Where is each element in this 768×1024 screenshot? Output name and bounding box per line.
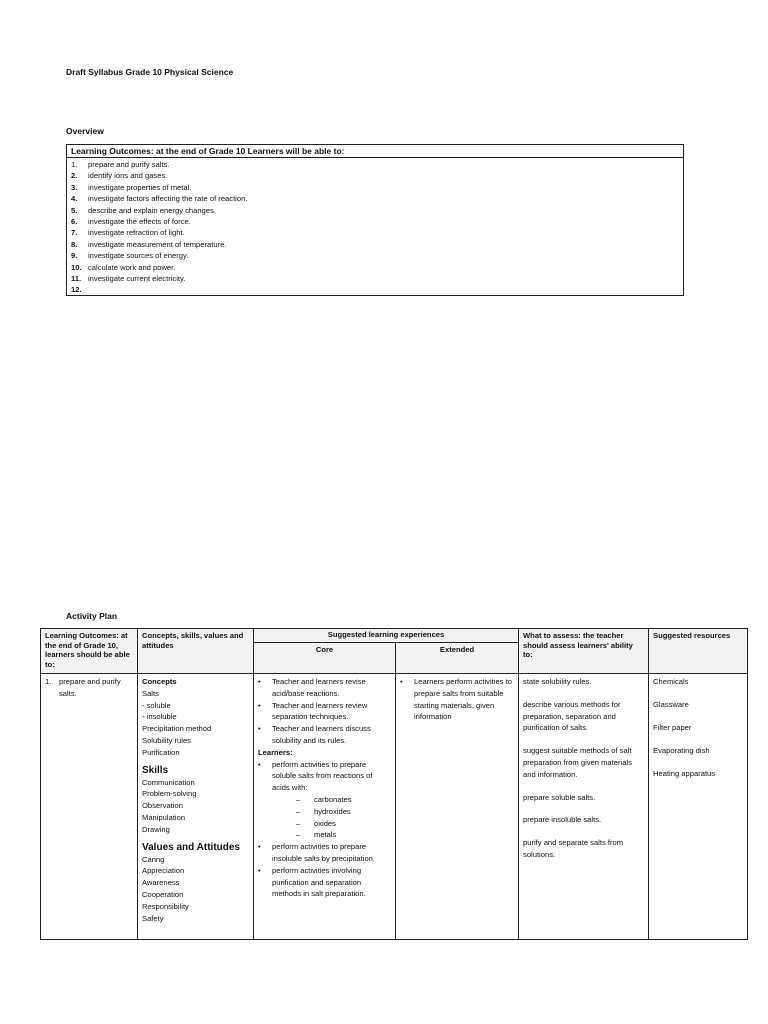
bullet-icon: • [258,677,261,686]
outcome-number: 1. [45,677,52,686]
item-number: 11. [71,274,82,284]
item-number: 3. [71,182,78,192]
extended-item [400,676,514,723]
learner-item [258,865,391,900]
skills-list [142,777,249,836]
item-text: Teacher and learners review separation techniques. [272,700,368,722]
extended-list [400,676,514,723]
assess-item: purify and separate salts from solutions. [523,838,624,859]
learners-label: Learners: [258,747,293,757]
item-text: metals [314,830,337,840]
item-text: perform activities involving purification and separation methods in salt preparation. [272,865,366,899]
skill-item: Problem-solving [142,789,197,799]
value-item: Cooperation [142,889,184,899]
bullet-icon: • [258,700,261,710]
item-text: hydroxides [314,806,351,816]
concepts-heading: Concepts [142,677,177,686]
dash-icon: – [296,806,301,816]
overview-heading: Overview [66,126,104,136]
skill-item: Manipulation [142,812,186,822]
learner-item [258,841,391,865]
learning-outcome-item [71,227,683,238]
outcome-cell [41,674,138,940]
resource-item: Heating apparatus [653,769,716,778]
resource-item: Filter paper [653,723,692,732]
learning-outcome-item [71,170,683,181]
concepts-cell [138,674,254,940]
concepts-list [142,688,249,759]
dash-item [258,794,391,806]
learning-outcome-item [71,193,683,204]
header-extended: Extended [396,643,519,674]
assess-item: prepare insoluble salts. [523,815,602,825]
learner-item: perform activities to prepare soluble salts from reactions of acids with: [272,759,373,793]
concept-item: - insoluble [142,712,177,722]
concept-item: Purification [142,747,180,757]
dash-icon: – [296,794,301,804]
teacher-activity-item [258,700,391,724]
header-learning-outcomes: Learning Outcomes: at the end of Grade 10, learners should be able to: [41,629,138,674]
header-what-to-assess: What to assess: the teacher should assess learners' ability to: [519,629,649,674]
value-item: Safety [142,913,164,923]
assess-item: prepare soluble salts. [523,792,596,802]
assess-item: describe various methods for preparation, separation and purification of salts. [523,699,621,733]
concept-item: - soluble [142,700,171,710]
item-number: 12. [71,285,82,295]
assess-list [523,676,644,861]
bullet-icon: • [400,677,403,686]
item-text: oxides [314,818,336,828]
values-heading: Values and Attitudes [142,841,240,853]
item-number: 8. [71,239,78,249]
values-list [142,854,249,925]
header-concepts: Concepts, skills, values and attitudes [138,629,254,674]
item-text: investigate sources of energy. [88,251,189,261]
skills-heading: Skills [142,764,169,776]
core-learner-list [258,841,391,900]
resources-list [653,676,743,779]
resource-item: Glassware [653,700,689,709]
item-text: Learners perform activities to prepare salts from suitable starting materials, given information [414,677,512,722]
learning-outcome-item [71,273,683,284]
header-resources: Suggested resources [649,629,748,674]
item-number: 6. [71,217,78,227]
value-item: Appreciation [142,866,185,876]
dash-item [258,818,391,830]
item-text: investigate properties of metal. [88,182,192,192]
learning-outcome-item [71,262,683,273]
activity-plan-table [40,628,748,940]
extended-cell [396,674,519,940]
item-number: 7. [71,228,78,238]
dash-item [258,829,391,841]
assess-item: state solubility rules. [523,677,592,686]
resource-item: Evaporating dish [653,746,710,755]
learning-outcome-item [71,250,683,261]
resource-item: Chemicals [653,677,689,686]
skill-item: Observation [142,801,183,811]
bullet-icon: • [258,724,261,734]
value-item: Caring [142,854,165,864]
item-number: 4. [71,194,78,204]
item-number: 2. [71,171,78,181]
item-number: 10. [71,262,82,272]
concept-item: Precipitation method [142,724,212,734]
value-item: Responsibility [142,901,189,911]
learning-outcome-item [71,216,683,227]
header-core: Core [254,643,396,674]
concept-item: Solubility rules [142,735,191,745]
bullet-icon: • [258,865,261,875]
item-number: 5. [71,205,78,215]
bullet-icon: • [258,759,261,769]
value-item: Awareness [142,878,180,888]
item-text: Teacher and learners discuss solubility and its rules. [272,724,371,745]
item-text: investigate current electricity. [88,274,186,284]
item-text: identify ions and gases. [88,171,168,181]
item-text: investigate refraction of light. [88,228,185,238]
core-teacher-list [258,676,391,747]
outcome-text: prepare and purify salts. [59,677,121,698]
item-text: Teacher and learners revise acid/base reactions. [272,677,366,698]
table-row [41,674,748,940]
item-text: prepare and purify salts. [88,160,170,169]
learning-outcome-item [71,159,683,170]
item-text: carbonates [314,794,352,804]
skill-item: Drawing [142,824,170,834]
teacher-activity-item [258,676,391,700]
item-number: 1. [71,160,78,169]
teacher-activity-item [258,723,391,747]
document-title: Draft Syllabus Grade 10 Physical Science [66,67,234,77]
item-text: investigate factors affecting the rate of reaction. [88,194,248,204]
dash-icon: – [296,830,301,840]
core-cell [254,674,396,940]
concept-item: Salts [142,688,159,698]
learning-outcomes-heading: Learning Outcomes: at the end of Grade 10 Learners will be able to: [67,145,683,158]
learning-outcome-item [71,182,683,193]
skill-item: Communication [142,777,195,787]
dash-icon: – [296,818,301,828]
assess-item: suggest suitable methods of salt preparation from given materials and information. [523,746,632,779]
learning-outcomes-list [67,158,683,296]
item-text: describe and explain energy changes. [88,205,216,215]
item-text: calculate work and power. [88,262,176,272]
resources-cell [649,674,748,940]
learning-outcomes-box [66,144,684,296]
dash-item [258,806,391,818]
item-number: 9. [71,251,78,261]
bullet-icon: • [258,842,261,852]
assess-cell [519,674,649,940]
learning-outcome-item [71,205,683,216]
learning-outcome-item [71,284,683,295]
item-text: investigate measurement of temperature. [88,239,227,249]
core-dash-list [258,794,391,841]
item-text: perform activities to prepare insoluble salts by precipitation. [272,842,375,863]
header-learning-experiences: Suggested learning experiences [254,629,519,643]
learning-outcome-item [71,239,683,250]
item-text: investigate the effects of force. [88,217,191,227]
activity-plan-heading: Activity Plan [66,611,118,621]
